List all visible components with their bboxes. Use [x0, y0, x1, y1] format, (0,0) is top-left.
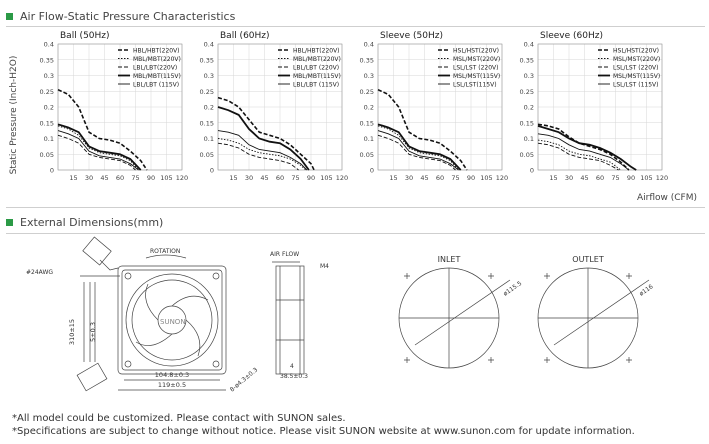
x-tick-label: 120: [655, 174, 669, 182]
y-tick-label: 0.3: [523, 72, 534, 80]
lead-length-label: 310±15: [68, 318, 76, 346]
legend-entry: MSL/MST(220V): [613, 55, 661, 63]
legend-entry: MSL/MST(115V): [613, 72, 661, 80]
x-tick-label: 45: [580, 174, 589, 182]
y-tick-label: 0.1: [363, 135, 374, 143]
chart-title: Ball (60Hz): [220, 31, 270, 41]
x-tick-label: 60: [275, 174, 285, 182]
y-axis-label-text: Static Pressure (Inch-H2O): [9, 55, 19, 175]
y-tick-label: 0.35: [199, 56, 214, 65]
y-tick-label: 0.05: [39, 150, 54, 159]
chart-title: Sleeve (50Hz): [380, 31, 443, 41]
legend-entry: MSL/MST(115V): [453, 72, 501, 80]
footnote-specs: *Specifications are subject to change without notice. Please visit SUNON website at www.sunon.com for update information.: [12, 426, 635, 437]
hole-label: 8-ø4.3±0.3: [228, 366, 260, 394]
section-dimensions-title: External Dimensions(mm): [20, 216, 164, 229]
y-tick-label: 0.25: [199, 87, 214, 96]
y-tick-label: 0.05: [519, 150, 534, 159]
x-tick-label: 60: [115, 174, 125, 182]
legend-entry: MBL/MBT(220V): [133, 55, 181, 63]
legend-entry: LSL/LST (220V): [613, 64, 659, 72]
y-tick-label: 0.2: [523, 103, 534, 112]
x-axis-label: Airflow (CFM): [636, 193, 697, 203]
m4-label: M4: [320, 263, 329, 270]
width-label: 119±0.5: [157, 381, 187, 389]
y-tick-label: 0.15: [39, 119, 54, 128]
x-tick-label: 15: [389, 174, 398, 182]
y-tick-label: 0.3: [43, 72, 54, 80]
legend-entry: LSL/LST(115V): [453, 81, 497, 89]
y-tick-label: 0.25: [359, 87, 374, 96]
inlet-label: INLET: [437, 255, 461, 264]
x-tick-label: 60: [435, 174, 445, 182]
x-tick-label: 105: [640, 174, 653, 182]
y-tick-label: 0.2: [363, 103, 374, 112]
pitch-vertical-label: 5±0.3: [89, 322, 97, 342]
y-tick-label: 0.25: [519, 87, 534, 96]
x-tick-label: 60: [595, 174, 605, 182]
y-tick-label: 0.4: [363, 40, 374, 49]
legend-entry: HBL/HBT(220V): [293, 47, 340, 55]
outlet-view: [538, 255, 655, 368]
y-tick-label: 0.25: [39, 87, 54, 96]
rotation-label: ROTATION: [150, 248, 181, 255]
y-tick-label: 0: [209, 166, 214, 175]
legend-entry: MBL/MBT(220V): [293, 55, 341, 63]
x-tick-label: 30: [564, 174, 574, 182]
x-tick-label: 90: [466, 174, 476, 182]
x-tick-label: 75: [451, 174, 460, 182]
thickness-flange-label: 4: [290, 363, 294, 370]
legend-entry: LBL/LBT (220V): [293, 64, 340, 72]
y-tick-label: 0.15: [199, 119, 214, 128]
fan-side-view: [270, 251, 329, 380]
x-tick-label: 90: [146, 174, 156, 182]
legend-entry: MBL/MBT(115V): [293, 72, 341, 80]
x-tick-label: 30: [84, 174, 94, 182]
awg-label: #24AWG: [26, 269, 54, 276]
y-tick-label: 0.35: [39, 56, 54, 65]
x-tick-label: 90: [626, 174, 636, 182]
x-tick-label: 75: [611, 174, 620, 182]
y-tick-label: 0.3: [363, 72, 374, 80]
y-tick-label: 0: [529, 166, 534, 175]
legend-entry: LBL/LBT (115V): [133, 81, 180, 89]
legend-entry: MSL/MST(220V): [453, 55, 501, 63]
y-tick-label: 0.1: [203, 135, 214, 143]
x-tick-label: 15: [549, 174, 558, 182]
y-tick-label: 0.4: [43, 40, 54, 49]
legend-entry: HBL/HBT(220V): [133, 47, 180, 55]
y-tick-label: 0.35: [359, 56, 374, 65]
legend-entry: LBL/LBT(220V): [133, 64, 178, 72]
y-tick-label: 0.05: [359, 150, 374, 159]
thickness-label: 38.5±0.3: [280, 373, 308, 380]
y-tick-label: 0.35: [519, 56, 534, 65]
brand-label: SUNON: [160, 318, 186, 326]
x-tick-label: 105: [320, 174, 333, 182]
legend-entry: HSL/HST(220V): [613, 47, 659, 55]
x-tick-label: 45: [100, 174, 109, 182]
lead-wire-sketch: [26, 237, 120, 391]
y-tick-label: 0.1: [523, 135, 534, 143]
y-tick-label: 0.2: [203, 103, 214, 112]
footnote-customize: *All model could be customized. Please contact with SUNON sales.: [12, 413, 346, 424]
y-tick-label: 0.4: [523, 40, 534, 49]
inlet-diameter-label: ø115.5: [502, 279, 524, 298]
chart-title: Sleeve (60Hz): [540, 31, 603, 41]
y-tick-label: 0.15: [519, 119, 534, 128]
x-tick-label: 30: [244, 174, 254, 182]
x-tick-label: 75: [291, 174, 300, 182]
section-air-flow-title: Air Flow-Static Pressure Characteristics: [20, 10, 236, 23]
outlet-label: OUTLET: [572, 255, 604, 264]
y-tick-label: 0.2: [43, 103, 54, 112]
x-tick-label: 105: [480, 174, 493, 182]
x-tick-label: 90: [306, 174, 316, 182]
y-tick-label: 0.15: [359, 119, 374, 128]
legend-entry: MBL/MBT(115V): [133, 72, 181, 80]
legend-entry: LSL/LST (115V): [613, 81, 659, 89]
x-tick-label: 45: [420, 174, 429, 182]
x-tick-label: 15: [69, 174, 78, 182]
outlet-diameter-label: ø116: [638, 283, 655, 298]
x-tick-label: 15: [229, 174, 238, 182]
y-tick-label: 0: [369, 166, 374, 175]
airflow-label: AIR FLOW: [270, 251, 300, 258]
y-tick-label: 0.3: [203, 72, 214, 80]
inlet-view: [399, 255, 523, 368]
x-tick-label: 120: [495, 174, 509, 182]
legend-entry: LSL/LST (220V): [453, 64, 499, 72]
x-tick-label: 30: [404, 174, 414, 182]
y-tick-label: 0.4: [203, 40, 214, 49]
y-tick-label: 0.1: [43, 135, 54, 143]
y-tick-label: 0.05: [199, 150, 214, 159]
fan-front-view: [118, 248, 259, 394]
x-tick-label: 45: [260, 174, 269, 182]
legend-entry: LBL/LBT (115V): [293, 81, 340, 89]
chart-title: Ball (50Hz): [60, 31, 110, 41]
pitch-horizontal-label: 104.8±0.3: [154, 371, 190, 379]
x-tick-label: 120: [335, 174, 349, 182]
legend-entry: HSL/HST(220V): [453, 47, 499, 55]
x-tick-label: 105: [160, 174, 173, 182]
x-tick-label: 75: [131, 174, 140, 182]
y-tick-label: 0: [49, 166, 54, 175]
x-tick-label: 120: [175, 174, 189, 182]
